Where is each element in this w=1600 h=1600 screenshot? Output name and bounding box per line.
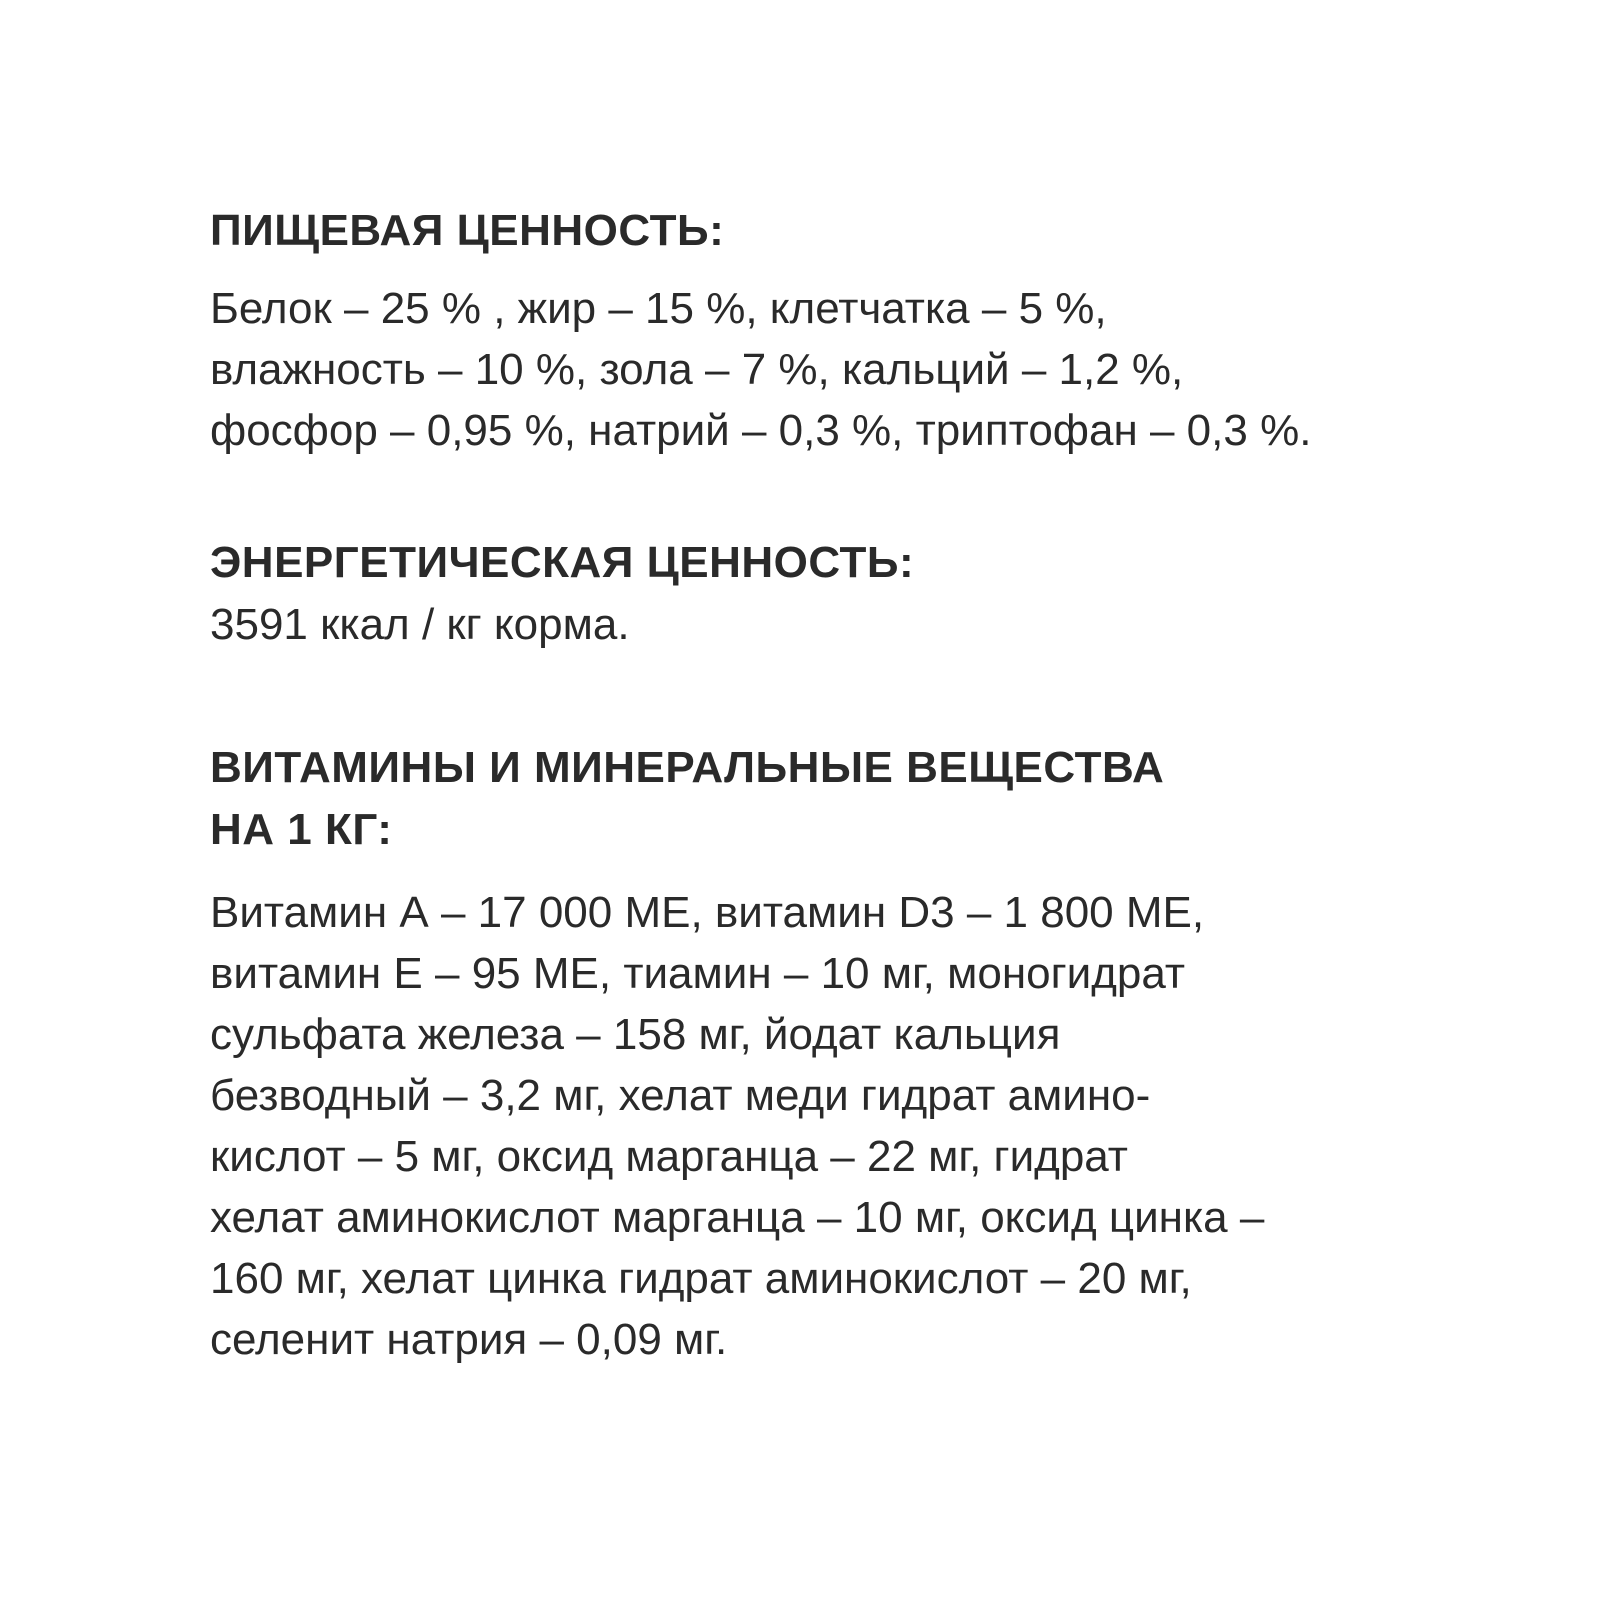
vitamins-heading-line: ВИТАМИНЫ И МИНЕРАЛЬНЫЕ ВЕЩЕСТВА — [210, 743, 1165, 792]
vitamins-line: Витамин А – 17 000 МЕ, витамин D3 – 1 800 МЕ, — [210, 888, 1205, 937]
vitamins-line: витамин Е – 95 МЕ, тиамин – 10 мг, моногидрат — [210, 949, 1186, 998]
vitamins-line: 160 мг, хелат цинка гидрат аминокислот – 20 мг, — [210, 1254, 1192, 1303]
vitamins-line: сульфата железа – 158 мг, йодат кальция — [210, 1010, 1061, 1059]
vitamins-line: селенит натрия – 0,09 мг. — [210, 1315, 728, 1364]
energy-heading: ЭНЕРГЕТИЧЕСКАЯ ЦЕННОСТЬ: — [210, 538, 915, 587]
energy-line: 3591 ккал / кг корма. — [210, 600, 630, 649]
nutrition-line: влажность – 10 %, зола – 7 %, кальций – 1,2 %, — [210, 345, 1184, 394]
vitamins-line: кислот – 5 мг, оксид марганца – 22 мг, гидрат — [210, 1132, 1128, 1181]
nutrition-heading: ПИЩЕВАЯ ЦЕННОСТЬ: — [210, 206, 725, 255]
nutrition-text — [210, 278, 1311, 461]
vitamins-line: безводный – 3,2 мг, хелат меди гидрат амино- — [210, 1071, 1151, 1120]
vitamins-heading-line: НА 1 КГ: — [210, 805, 393, 854]
nutrition-line: фосфор – 0,95 %, натрий – 0,3 %, триптофан – 0,3 %. — [210, 406, 1312, 455]
nutrition-line: Белок – 25 % , жир – 15 %, клетчатка – 5 %, — [210, 284, 1107, 333]
vitamins-text — [210, 882, 1264, 1370]
energy-text — [210, 594, 630, 655]
vitamins-line: хелат аминокислот марганца – 10 мг, оксид цинка – — [210, 1193, 1265, 1242]
vitamins-heading — [210, 737, 1164, 861]
